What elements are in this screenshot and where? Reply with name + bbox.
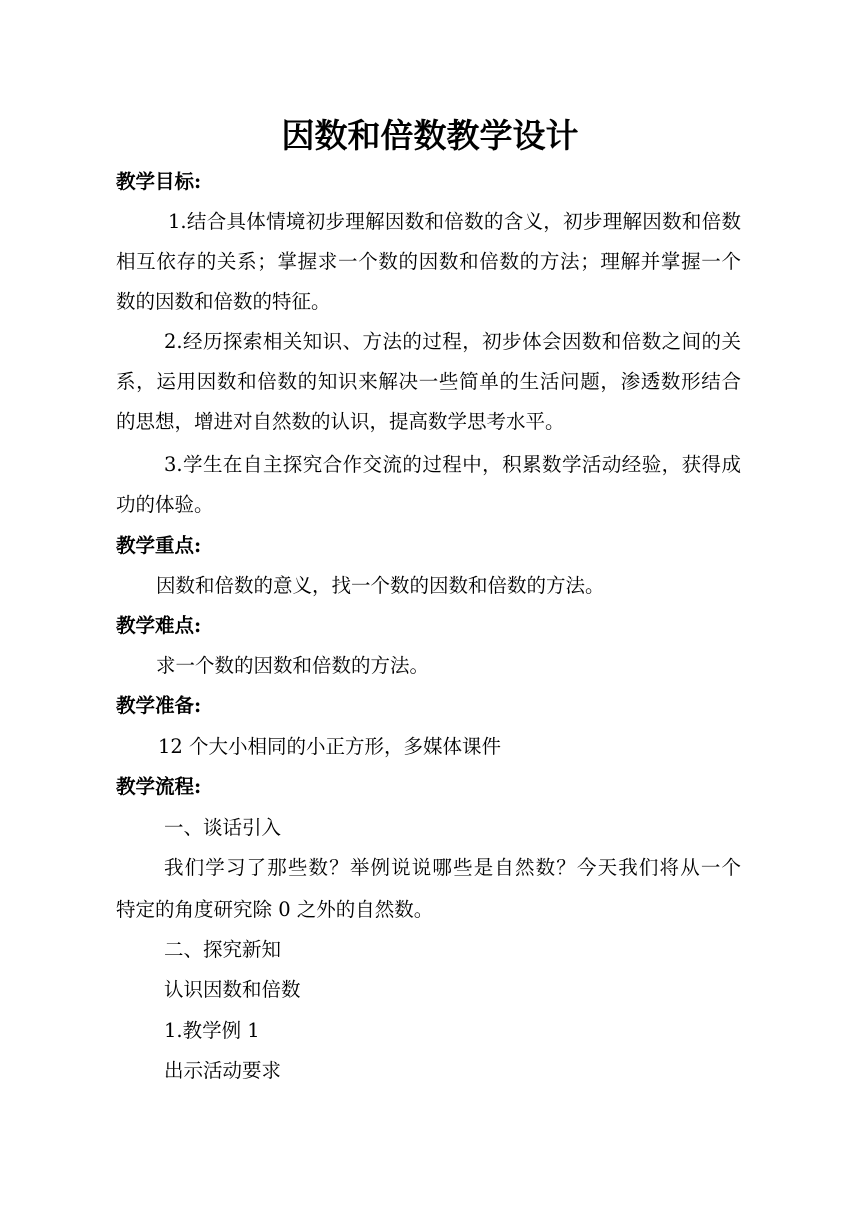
heading-process: 教学流程: — [116, 775, 202, 798]
objectives-line: 的思想，增进对自然数的认识，提高数学思考水平。 — [116, 410, 565, 433]
heading-difficulties: 教学难点: — [116, 614, 202, 637]
process-line: 我们学习了那些数？举例说说哪些是自然数？今天我们将从一个 — [164, 856, 741, 879]
objectives-line: 系，运用因数和倍数的知识来解决一些简单的生活问题，渗透数形结合 — [116, 370, 741, 393]
objectives-line: 相互依存的关系；掌握求一个数的因数和倍数的方法；理解并掌握一个 — [116, 250, 741, 273]
difficulties-text: 求一个数的因数和倍数的方法。 — [156, 654, 430, 677]
objectives-line: 数的因数和倍数的特征。 — [116, 290, 331, 313]
process-line: 1.教学例 1 — [164, 1019, 260, 1042]
heading-key-points: 教学重点: — [116, 534, 202, 557]
document-title: 因数和倍数教学设计 — [281, 116, 579, 155]
process-line: 一、谈话引入 — [164, 816, 282, 839]
objectives-line: 功的体验。 — [116, 493, 214, 516]
heading-preparation: 教学准备: — [116, 694, 202, 717]
heading-objectives: 教学目标: — [116, 170, 202, 193]
process-line: 二、探究新知 — [164, 938, 282, 961]
process-line: 认识因数和倍数 — [164, 978, 301, 1001]
objectives-line: 3.学生在自主探究合作交流的过程中，积累数学活动经验，获得成 — [164, 453, 741, 476]
process-line: 特定的角度研究除 0 之外的自然数。 — [116, 898, 434, 921]
objectives-line: 1.结合具体情境初步理解因数和倍数的含义，初步理解因数和倍数 — [168, 210, 741, 233]
preparation-text: 12 个大小相同的小正方形，多媒体课件 — [158, 735, 502, 758]
objectives-line: 2.经历探索相关知识、方法的过程，初步体会因数和倍数之间的关 — [164, 330, 741, 353]
process-line: 出示活动要求 — [164, 1059, 282, 1082]
key-points-text: 因数和倍数的意义，找一个数的因数和倍数的方法。 — [156, 574, 605, 597]
